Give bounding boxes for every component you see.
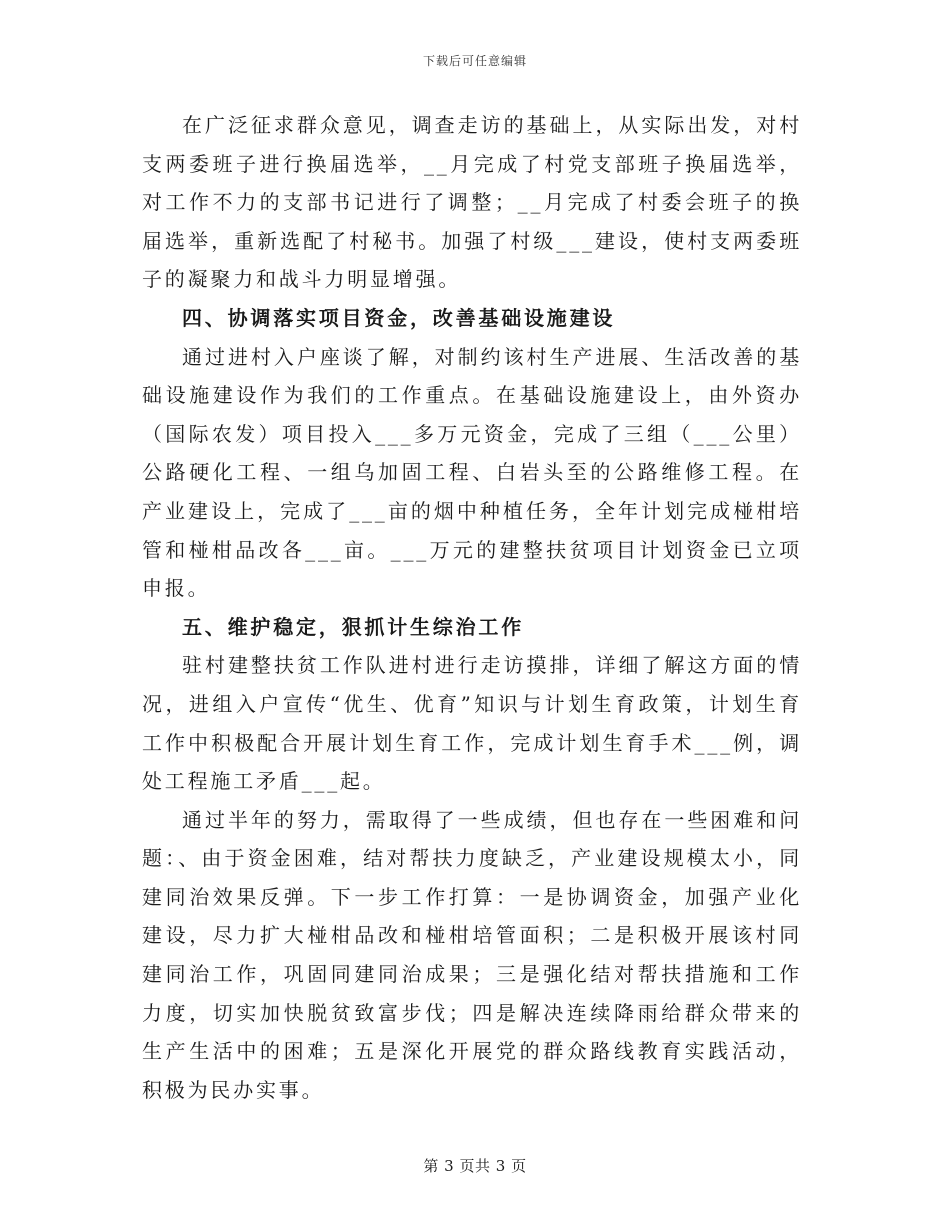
page-header: 下载后可任意编辑 (422, 54, 527, 68)
section-heading-infrastructure: 四、协调落实项目资金，改善基础设施建设 (182, 305, 616, 330)
document-body (142, 106, 802, 1109)
page-number: 第 3 页共 3 页 (423, 1157, 527, 1175)
section-heading-stability: 五、维护稳定，狠抓计生综治工作 (182, 614, 524, 639)
paragraph-summary-plan: 通过半年的努力，需取得了一些成绩，但也存在一些困难和问题：、由于资金困难，结对帮扶力度缺乏，产业建设规模太小，同建同治效果反弹。下一步工作打算：一是协调资金，加强产业化建设，尽力扩大椪柑品改和椪柑培管面积；二是积极开展该村同建同治工作，巩固同建同治成果；三是强化结对帮扶措施和工作力度，切实加快脱贫致富步伐；四是解决连续降雨给群众带来的生产生活中的困难；五是深化开展党的群众路线教育实践活动，积极为民办实事。 (142, 807, 802, 1102)
paragraph-election: 在广泛征求群众意见，调查走访的基础上，从实际出发，对村支两委班子进行换届选举，__月完成了村党支部班子换届选举，对工作不力的支部书记进行了调整；__月完成了村委会班子的换届选举，重新选配了村秘书。加强了村级___建设，使村支两委班子的凝聚力和战斗力明显增强。 (142, 113, 802, 292)
paragraph-stability: 驻村建整扶贫工作队进村进行走访摸排，详细了解这方面的情况，进组入户宣传“优生、优育”知识与计划生育政策，计划生育工作中积极配合开展计划生育工作，完成计划生育手术___例，调处工程施工矛盾___起。 (142, 653, 802, 794)
paragraph-infrastructure: 通过进村入户座谈了解，对制约该村生产进展、生活改善的基础设施建设作为我们的工作重点。在基础设施建设上，由外资办（国际农发）项目投入___多万元资金，完成了三组（___公里）公路硬化工程、一组乌加固工程、白岩头至的公路维修工程。在产业建设上，完成了___亩的烟中种植任务，全年计划完成椪柑培管和椪柑品改各___亩。___万元的建整扶贫项目计划资金已立项申报。 (142, 344, 802, 601)
